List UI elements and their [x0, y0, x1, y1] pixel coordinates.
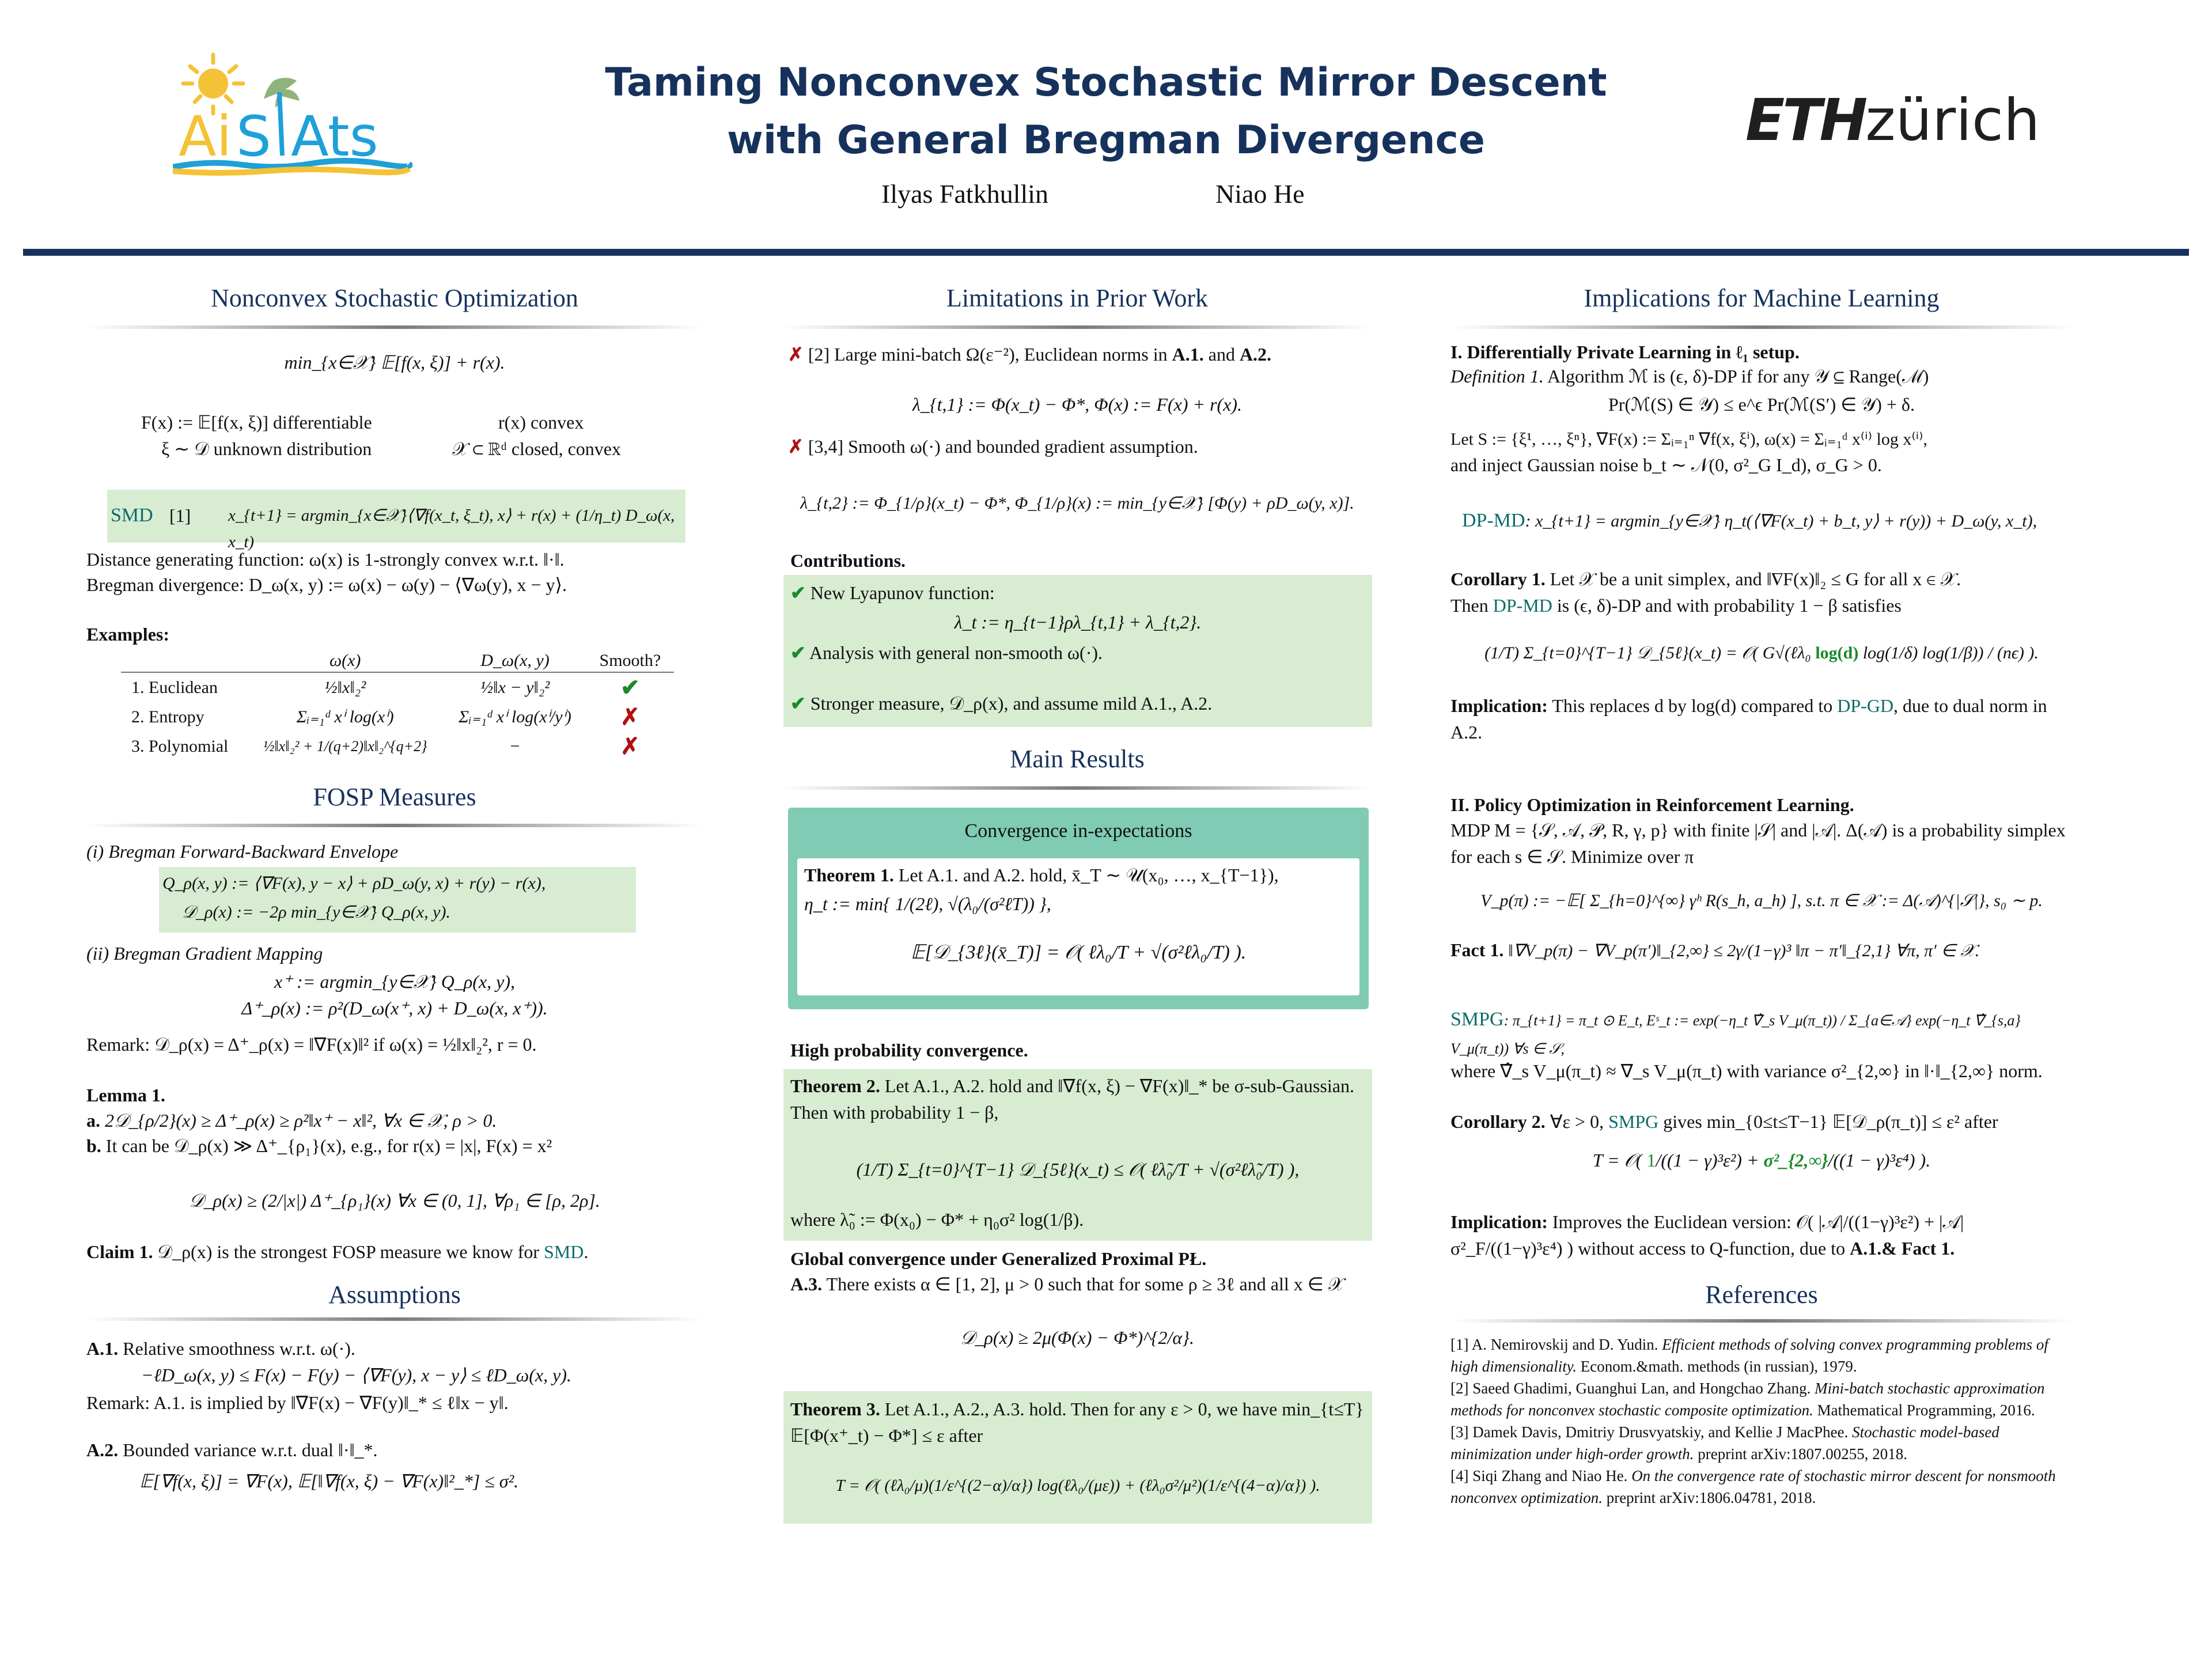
section-divider — [1450, 325, 2073, 329]
lim1-a1: A.1. — [1172, 344, 1204, 365]
corollary1-text: Let 𝒳 be a unit simplex, and ‖∇F(x)‖₂ ≤ G for all x ∈ 𝒳. — [1550, 569, 1961, 589]
claim1-text: 𝒟_ρ(x) is the strongest FOSP measure we know for — [157, 1241, 540, 1262]
ref-authors: Damek Davis, Dmitriy Drusvyatskiy, and Kellie J MacPhee. — [1472, 1423, 1849, 1441]
references-list — [1450, 1334, 2073, 1509]
theorem1-label: Theorem 1. — [804, 865, 894, 885]
ref-venue: Econom.&math. methods (in russian), 1979. — [1580, 1358, 1857, 1375]
high-prob-heading: High probability convergence. — [790, 1040, 1028, 1060]
q-rho-eq: Q_ρ(x, y) := ⟨∇F(x), y − x⟩ + ρD_ω(y, x) + r(y) − r(x), — [162, 874, 546, 893]
reference-item — [1450, 1377, 2073, 1421]
poster-title-line1: Taming Nonconvex Stochastic Mirror Descent — [605, 60, 1607, 105]
xplus-eq: x⁺ := argmin_{y∈𝒳} Q_ρ(x, y), — [274, 971, 515, 992]
value-function-eq: V_p(π) := −𝔼[ Σ_{h=0}^{∞} γʰ R(s_h, a_h) ], s.t. π ∈ 𝒳 := Δ(𝒜)^{|𝒮|}, s₀ ∼ p. — [1480, 891, 2043, 910]
ref-venue: preprint arXiv:1807.00255, 2018. — [1698, 1445, 1907, 1463]
section-heading-assumptions: Assumptions — [328, 1281, 461, 1309]
contribution-item — [790, 639, 1103, 666]
a3-eq: 𝒟_ρ(x) ≥ 2μ(Φ(x) − Φ*)^{2/α}. — [960, 1327, 1194, 1348]
section-divider — [783, 325, 1371, 329]
a2-eq: 𝔼[∇f(x, ξ)] = ∇F(x), 𝔼[‖∇f(x, ξ) − ∇F(x)‖²_*] ≤ σ². — [139, 1471, 519, 1491]
fosp-remark: Remark: 𝒟_ρ(x) = Δ⁺_ρ(x) = ‖∇F(x)‖² if ω(x) = ½‖x‖₂², r = 0. — [86, 1034, 537, 1055]
fact1-label: Fact 1. — [1450, 940, 1504, 960]
corollary2-label: Corollary 2. — [1450, 1111, 1546, 1132]
smd-box — [107, 490, 685, 551]
smd-label: SMD — [111, 505, 153, 526]
ref-venue: Mathematical Programming, 2016. — [1817, 1402, 2035, 1419]
dp-implication-text-b: , due to dual norm in A.2. — [1450, 695, 2047, 743]
contribution-text: Analysis with general non-smooth ω(·). — [809, 642, 1103, 663]
dpmd-update — [1462, 507, 2037, 535]
examples-table — [121, 650, 674, 761]
smpg-eq: : π_{t+1} = π_t ⊙ E_t, Eˢ_t := exp(−η_t ∇̂_s V_μ(π_t)) / Σ_{a∈𝒜} exp(−η_t ∇̂_{s,a} V_μ(π_t)) ∀s ∈ 𝒮, — [1450, 1012, 2021, 1057]
row-D: − — [510, 736, 520, 756]
corollary2-eq — [1450, 1146, 2073, 1174]
row-omega: ½‖x‖₂² + 1/(q+2)‖x‖₂^{q+2} — [263, 737, 427, 755]
cor1-eq-post: log(1/δ) log(1/β)) / (nϵ) ). — [1858, 643, 2039, 662]
corollary1-text2c: is (ϵ, δ)-DP and with probability 1 − β satisfies — [1556, 595, 1902, 616]
theorem2-text: Let A.1., A.2. hold and ‖∇f(x, ξ) − ∇F(x)‖_* be σ-sub-Gaussian. Then with probability 1 − β, — [790, 1075, 1354, 1123]
dp-title: I. Differentially Private Learning in ℓ₁ setup. — [1450, 342, 1800, 362]
ref-venue: preprint arXiv:1806.04781, 2018. — [1606, 1489, 1816, 1506]
smd-ref: [1] — [169, 505, 191, 526]
conv-box-title: Convergence in-expectations — [964, 820, 1192, 842]
dp-implication-dpgd: DP-GD — [1837, 695, 1894, 716]
corollary2 — [1450, 1108, 2073, 1135]
contributions-box — [783, 575, 1372, 727]
contribution-item — [790, 579, 995, 606]
a1-label: A.1. — [86, 1338, 119, 1359]
theorem3-eq: T = 𝒪( (ℓλ₀/μ)(1/ε^{(2−α)/α}) log(ℓλ₀/(με)) + (ℓλ₀σ²/μ²)(1/ε^{(4−α)/α}) ). — [835, 1476, 1320, 1495]
theorem1-box — [797, 858, 1359, 995]
corollary1-dpmd: DP-MD — [1493, 595, 1552, 616]
ref-num: [2] — [1450, 1380, 1469, 1397]
lim1-and: and — [1208, 344, 1235, 365]
svg-text:Ai: Ai — [179, 104, 232, 169]
cor1-eq-logd: log(d) — [1815, 643, 1859, 662]
section-divider — [86, 824, 703, 827]
aistats-logo — [173, 49, 415, 181]
ref-authors: Saeed Ghadimi, Guanghui Lan, and Hongchao Zhang. — [1472, 1380, 1811, 1397]
limitation-2 — [788, 433, 1198, 460]
a2-text: Bounded variance w.r.t. dual ‖·‖_*. — [123, 1440, 378, 1460]
delta-plus-eq: Δ⁺_ρ(x) := ρ²(D_ω(x⁺, x) + D_ω(x, x⁺)). — [241, 998, 548, 1018]
claim1-label: Claim 1. — [86, 1241, 153, 1262]
corollary1-eq — [1450, 639, 2073, 667]
section-heading-limitations: Limitations in Prior Work — [946, 284, 1208, 312]
definition1-label: Definition 1. — [1450, 366, 1544, 387]
smd-update-eq: x_{t+1} = argmin_{x∈𝒳}⟨∇f(x_t, ξ_t), x⟩ + r(x) + (1/η_t) D_ω(x, x_t) — [228, 506, 675, 551]
lemma1-b-label: b. — [86, 1135, 101, 1156]
claim1 — [86, 1238, 588, 1265]
ref-title: Stochastic model-based minimization under high-order growth. — [1450, 1423, 1999, 1463]
a2 — [86, 1437, 378, 1463]
lemma1-a-text: 2𝒟_{ρ/2}(x) ≥ Δ⁺_ρ(x) ≥ ρ²‖x⁺ − x‖², ∀x ∈ 𝒳, ρ > 0. — [105, 1110, 497, 1131]
bregman-text: Bregman divergence: D_ω(x, y) := ω(x) − ω(y) − ⟨∇ω(y), x − y⟩. — [86, 574, 567, 595]
lemma1-a — [86, 1107, 497, 1134]
theorem1-eta: η_t := min{ 1/(2ℓ), √(λ₀/(σ²ℓT)) }, — [804, 893, 1051, 914]
cross-icon: ✗ — [620, 733, 640, 759]
table-row — [121, 672, 674, 702]
poster-title-line2: with General Bregman Divergence — [727, 118, 1485, 163]
theorem3-text: Let A.1., A.2., A.3. hold. Then for any ε > 0, we have min_{t≤T} 𝔼[Φ(x⁺_t) − Φ*] ≤ ε after — [790, 1399, 1364, 1446]
reference-item — [1450, 1334, 2073, 1377]
col-header-omega: ω(x) — [247, 650, 444, 672]
examples-label: Examples: — [86, 624, 169, 645]
eth-logo-bold: ETH — [1745, 86, 1866, 154]
contribution-text: Stronger measure, 𝒟_ρ(x), and assume mild A.1., A.2. — [810, 693, 1213, 714]
section-divider — [86, 1317, 703, 1321]
ref-title: Mini-batch stochastic approximation methods for nonconvex stochastic composite optimization. — [1450, 1380, 2045, 1419]
author-2: Niao He — [1215, 179, 1305, 209]
dpmd-eq: : x_{t+1} = argmin_{y∈𝒳} η_t(⟨∇F(x_t) + b_t, y⟩ + r(y)) + D_ω(y, x_t), — [1525, 512, 2037, 531]
cor1-eq-pre: (1/T) Σ_{t=0}^{T−1} 𝒟_{5ℓ}(x_t) = 𝒪( G√(ℓλ₀ — [1484, 643, 1816, 662]
dp-implication — [1450, 692, 2073, 745]
section-divider — [1450, 1319, 2073, 1323]
fact1-text: ‖∇V_p(π) − ∇V_p(π′)‖_{2,∞} ≤ 2γ/(1−γ)³ ‖π − π′‖_{2,1} ∀π, π′ ∈ 𝒳. — [1508, 941, 1980, 960]
a1-eq: −ℓD_ω(x, y) ≤ F(x) − F(y) − ⟨∇F(y), x − y⟩ ≤ ℓD_ω(x, y). — [141, 1365, 571, 1385]
cross-icon: ✗ — [788, 436, 804, 457]
theorem2-statement — [790, 1073, 1366, 1126]
corollary1-label: Corollary 1. — [1450, 569, 1546, 589]
dp-implication-label: Implication: — [1450, 695, 1548, 716]
cross-icon: ✗ — [788, 344, 804, 365]
eth-zurich-logo — [1745, 86, 2040, 154]
def-F: F(x) := 𝔼[f(x, ξ)] differentiable — [141, 412, 372, 433]
theorem1-text: Let A.1. and A.2. hold, x̄_T ∼ 𝒰(x₀, …, x_{T−1}), — [898, 865, 1279, 885]
check-icon: ✔ — [620, 675, 640, 700]
section-divider — [86, 325, 703, 329]
rl-implication-label: Implication: — [1450, 1211, 1548, 1232]
theorem1-statement — [804, 862, 1357, 888]
row-omega: Σᵢ₌₁ᵈ xⁱ log(xⁱ) — [296, 707, 394, 726]
dp-let-text: Let S := {ξ¹, …, ξⁿ}, ∇F(x) := Σᵢ₌₁ⁿ ∇f(x, ξⁱ), ω(x) = Σᵢ₌₁ᵈ x⁽ⁱ⁾ log x⁽ⁱ⁾, — [1450, 430, 1927, 449]
lim1-a2: A.2. — [1239, 344, 1272, 365]
dpmd-label: DP-MD — [1462, 510, 1525, 531]
check-icon: ✔ — [790, 642, 806, 663]
corollary2-smpg: SMPG — [1608, 1111, 1659, 1132]
corollary1 — [1450, 566, 2073, 619]
rl-title: II. Policy Optimization in Reinforcement Learning. — [1450, 794, 1854, 815]
ref-title: On the convergence rate of stochastic mirror descent for nonsmooth nonconvex optimization. — [1450, 1467, 2056, 1506]
def-X: 𝒳 ⊂ ℝᵈ closed, convex — [452, 438, 622, 459]
row-name: 3. Polynomial — [131, 736, 229, 756]
lemma1-b-eq: 𝒟_ρ(x) ≥ (2/|x|) Δ⁺_{ρ₁}(x) ∀x ∈ (0, 1], ∀ρ₁ ∈ [ρ, 2ρ]. — [189, 1190, 600, 1211]
dp-implication-text-a: This replaces d by log(d) compared to — [1552, 695, 1833, 716]
reference-item — [1450, 1465, 2073, 1509]
lemma1-title: Lemma 1. — [86, 1085, 165, 1105]
bfbe-label: (i) Bregman Forward-Backward Envelope — [86, 841, 399, 862]
table-row — [121, 732, 674, 761]
a3 — [790, 1271, 1372, 1297]
cor2-eq-mid1: /((1 − γ)³ε²) + — [1656, 1150, 1764, 1171]
examples-header-row — [121, 650, 674, 672]
fact1 — [1450, 937, 2073, 964]
lim2-text: [3,4] Smooth ω(·) and bounded gradient assumption. — [808, 436, 1198, 457]
aistats-logo-icon — [173, 49, 415, 181]
section-heading-nonconvex: Nonconvex Stochastic Optimization — [211, 284, 578, 312]
lemma1-b — [86, 1132, 552, 1159]
lyapunov-eq: λ_t := η_{t−1}ρλ_{t,1} + λ_{t,2}. — [954, 612, 1202, 632]
corollary2-b: gives min_{0≤t≤T−1} 𝔼[𝒟_ρ(π_t)] ≤ ε² after — [1663, 1111, 1998, 1132]
check-icon: ✔ — [790, 693, 806, 714]
theorem1-eq: 𝔼[𝒟_{3ℓ}(x̄_T)] = 𝒪( ℓλ₀/T + √(σ²ℓλ₀/T) ). — [910, 942, 1247, 963]
svg-text:Ats: Ats — [291, 104, 378, 169]
ref-num: [4] — [1450, 1467, 1469, 1484]
corollary1-text2a: Then — [1450, 595, 1488, 616]
section-heading-implications: Implications for Machine Learning — [1584, 284, 1940, 312]
theorem2-eq: (1/T) Σ_{t=0}^{T−1} 𝒟_{5ℓ}(x_t) ≤ 𝒪( ℓλ̃₀/T + √(σ²ℓλ̃₀/T) ), — [856, 1159, 1300, 1180]
row-omega: ½‖x‖₂² — [324, 677, 366, 697]
rl-implication-text: Improves the Euclidean version: 𝒪( |𝒜|/((1−γ)³ε²) + |𝒜|σ²_F/((1−γ)³ε⁴) ) without access to Q-function, due to — [1450, 1211, 1964, 1259]
cor2-eq-sigma: σ²_{2,∞} — [1763, 1150, 1828, 1171]
section-divider — [783, 786, 1371, 790]
col-header-name — [121, 650, 247, 672]
row-name: 1. Euclidean — [131, 677, 218, 697]
rl-implication-bold: A.1.& Fact 1. — [1850, 1238, 1955, 1259]
bfbe-box — [159, 867, 636, 933]
section-heading-main-results: Main Results — [1010, 745, 1145, 773]
eth-logo-light: zürich — [1865, 86, 2040, 154]
ref-authors: A. Nemirovskij and D. Yudin. — [1471, 1336, 1658, 1353]
smpg-label: SMPG — [1450, 1009, 1504, 1030]
lambda-t2-eq: λ_{t,2} := Φ_{1/ρ}(x_t) − Φ*, Φ_{1/ρ}(x) := min_{y∈𝒳} [Φ(y) + ρD_ω(y, x)]. — [800, 494, 1354, 513]
a1-text: Relative smoothness w.r.t. ω(·). — [123, 1338, 355, 1359]
theorem2-box — [783, 1069, 1372, 1241]
theorem3-statement — [790, 1396, 1366, 1449]
mdp-text: MDP M = {𝒮, 𝒜, 𝒫, R, γ, p} with finite |𝒮| and |𝒜|. Δ(𝒜) is a probability simplex for each s ∈ 𝒮. Minimize over π — [1450, 820, 2066, 867]
claim1-end: . — [584, 1241, 589, 1262]
global-conv-heading: Global convergence under Generalized Proximal PŁ. — [790, 1248, 1207, 1269]
theorem3-label: Theorem 3. — [790, 1399, 880, 1419]
theorem3-box — [783, 1391, 1372, 1524]
table-row — [121, 702, 674, 732]
a1 — [86, 1335, 355, 1362]
lemma1-a-label: a. — [86, 1110, 100, 1131]
problem-eq: min_{x∈𝒳} 𝔼[f(x, ξ)] + r(x). — [284, 352, 505, 373]
a3-text: There exists α ∈ [1, 2], μ > 0 such that for some ρ ≥ 3ℓ and all x ∈ 𝒳 — [826, 1274, 1344, 1294]
cor2-eq-one: 1 — [1646, 1150, 1656, 1171]
author-1: Ilyas Fatkhullin — [881, 179, 1049, 209]
section-heading-fosp: FOSP Measures — [313, 783, 476, 811]
theorem2-where: where λ̃₀ := Φ(x₀) − Φ* + η₀σ² log(1/β). — [790, 1209, 1084, 1230]
limitation-1 — [788, 341, 1271, 368]
ref-num: [3] — [1450, 1423, 1469, 1441]
corollary2-a: ∀ε > 0, — [1550, 1111, 1604, 1132]
contribution-text: New Lyapunov function: — [810, 582, 995, 603]
cor2-eq-pre: T = 𝒪( — [1592, 1150, 1642, 1171]
convergence-expectation-box — [788, 808, 1369, 1009]
def-xi: ξ ∼ 𝒟 unknown distribution — [161, 438, 372, 459]
claim1-smd: SMD — [544, 1241, 584, 1262]
cor2-eq-mid2: /((1 − γ)³ε⁴) ). — [1828, 1150, 1931, 1171]
dp-definition-eq: Pr(ℳ(S) ∈ 𝒴) ≤ e^ϵ Pr(ℳ(S′) ∈ 𝒴) + δ. — [1608, 394, 1915, 415]
contribution-item — [790, 690, 1212, 717]
header-rule — [23, 249, 2189, 256]
rl-implication — [1450, 1209, 2073, 1262]
lambda-t1-eq: λ_{t,1} := Φ(x_t) − Φ*, Φ(x) := F(x) + r(x). — [912, 394, 1243, 415]
smpg-where: where ∇̂_s V_μ(π_t) ≈ ∇_s V_μ(π_t) with variance σ²_{2,∞} in ‖·‖_{2,∞} norm. — [1450, 1060, 2043, 1081]
theorem2-label: Theorem 2. — [790, 1075, 880, 1096]
row-D: Σᵢ₌₁ᵈ xⁱ log(xⁱ/yⁱ) — [459, 707, 571, 726]
col-header-D: D_ω(x, y) — [444, 650, 586, 672]
col-header-smooth: Smooth? — [586, 650, 674, 672]
lemma1-b-text: It can be 𝒟_ρ(x) ≫ Δ⁺_{ρ₁}(x), e.g., for r(x) = |x|, F(x) = x² — [105, 1135, 552, 1156]
d-rho-eq: 𝒟_ρ(x) := −2ρ min_{y∈𝒳} Q_ρ(x, y). — [182, 903, 450, 922]
definition1 — [1450, 363, 1929, 389]
lim1-text: [2] Large mini-batch Ω(ε⁻²), Euclidean norms in — [808, 344, 1168, 365]
dp-noise-text: and inject Gaussian noise b_t ∼ 𝒩(0, σ²_G I_d), σ_G > 0. — [1450, 454, 1882, 475]
svg-text:S: S — [236, 104, 271, 169]
row-name: 2. Entropy — [131, 707, 204, 726]
smpg-update — [1450, 1006, 2073, 1062]
definition1-text: Algorithm ℳ is (ϵ, δ)-DP if for any 𝒴 ⊆ Range(ℳ) — [1547, 366, 1929, 387]
a2-label: A.2. — [86, 1440, 119, 1460]
a3-label: A.3. — [790, 1274, 823, 1294]
contributions-heading: Contributions. — [790, 550, 906, 571]
section-heading-references: References — [1705, 1281, 1818, 1309]
dgf-text: Distance generating function: ω(x) is 1-strongly convex w.r.t. ‖·‖. — [86, 549, 565, 570]
ref-title: Efficient methods of solving convex programming problems of high dimensionality. — [1450, 1336, 2048, 1375]
a1-remark: Remark: A.1. is implied by ‖∇F(x) − ∇F(y)‖_* ≤ ℓ‖x − y‖. — [86, 1392, 509, 1413]
cross-icon: ✗ — [620, 704, 640, 730]
def-r: r(x) convex — [498, 412, 584, 433]
bgm-label: (ii) Bregman Gradient Mapping — [86, 943, 323, 964]
ref-num: [1] — [1450, 1336, 1469, 1353]
ref-authors: Siqi Zhang and Niao He. — [1472, 1467, 1628, 1484]
reference-item — [1450, 1421, 2073, 1465]
check-icon: ✔ — [790, 582, 806, 603]
row-D: ½‖x − y‖₂² — [480, 677, 550, 697]
